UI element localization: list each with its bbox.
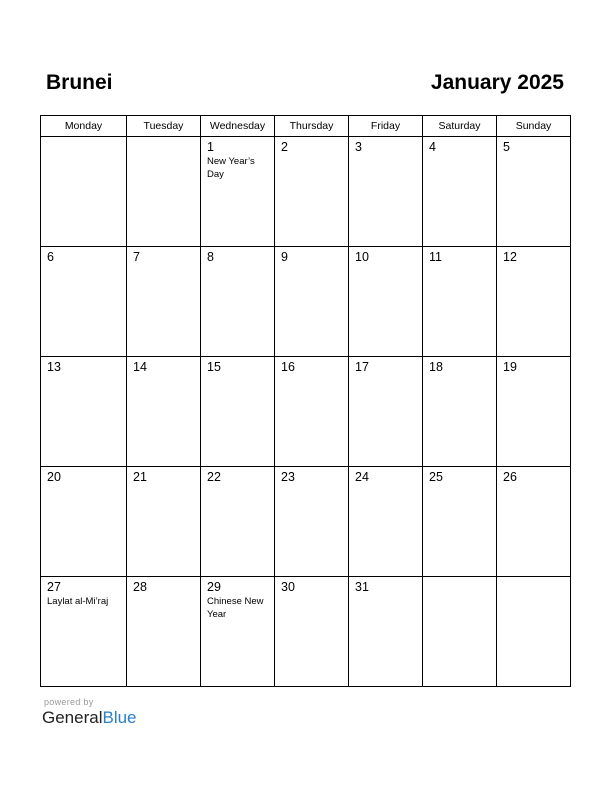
day-number: 20 — [47, 470, 61, 484]
day-number: 22 — [207, 470, 221, 484]
day-number: 19 — [503, 360, 517, 374]
day-cell — [126, 356, 200, 466]
day-cell — [126, 136, 200, 246]
weekday-header: Friday — [348, 115, 422, 136]
day-cell — [200, 356, 274, 466]
powered-by-label: powered by — [44, 697, 94, 707]
day-number: 6 — [47, 250, 54, 264]
day-number: 16 — [281, 360, 295, 374]
day-cell — [200, 576, 274, 687]
holiday-label: Chinese New Year — [207, 596, 264, 620]
day-cell — [422, 356, 496, 466]
calendar-grid — [40, 115, 571, 689]
day-cell — [40, 466, 126, 576]
weekday-header: Tuesday — [126, 115, 200, 136]
day-cell — [496, 356, 571, 466]
day-cell — [348, 136, 422, 246]
day-cell — [348, 466, 422, 576]
day-number: 24 — [355, 470, 369, 484]
day-cell — [40, 576, 126, 687]
day-number: 14 — [133, 360, 147, 374]
day-number: 30 — [281, 580, 295, 594]
brand-general-text: General — [42, 708, 103, 727]
day-cell — [274, 356, 348, 466]
country-title: Brunei — [46, 71, 113, 94]
weekday-header: Thursday — [274, 115, 348, 136]
day-number: 10 — [355, 250, 369, 264]
day-cell — [274, 466, 348, 576]
day-cell — [40, 356, 126, 466]
weekday-header: Sunday — [496, 115, 571, 136]
day-number: 1 — [207, 140, 214, 154]
day-number: 21 — [133, 470, 147, 484]
day-cell — [422, 136, 496, 246]
day-number: 4 — [429, 140, 436, 154]
day-cell — [274, 576, 348, 687]
day-number: 2 — [281, 140, 288, 154]
generalblue-logo[interactable] — [42, 708, 137, 728]
month-year-title: January 2025 — [430, 71, 564, 94]
day-number: 15 — [207, 360, 221, 374]
day-cell — [200, 246, 274, 356]
day-number: 29 — [207, 580, 221, 594]
day-number: 8 — [207, 250, 214, 264]
day-cell — [274, 136, 348, 246]
day-cell — [348, 576, 422, 687]
day-number: 31 — [355, 580, 369, 594]
day-cell — [40, 246, 126, 356]
day-cell — [274, 246, 348, 356]
day-cell — [496, 246, 571, 356]
day-cell — [422, 246, 496, 356]
day-cell — [126, 246, 200, 356]
day-number: 13 — [47, 360, 61, 374]
holiday-label: Laylat al-Mi’raj — [47, 596, 109, 607]
day-number: 26 — [503, 470, 517, 484]
day-cell — [126, 466, 200, 576]
day-cell — [496, 576, 571, 687]
holiday-label: New Year’s Day — [207, 156, 255, 180]
day-number: 5 — [503, 140, 510, 154]
weekday-header: Saturday — [422, 115, 496, 136]
day-cell — [422, 576, 496, 687]
day-cell — [496, 466, 571, 576]
day-cell — [126, 576, 200, 687]
day-number: 11 — [429, 250, 442, 264]
day-number: 12 — [503, 250, 517, 264]
weekday-header: Wednesday — [200, 115, 274, 136]
day-number: 9 — [281, 250, 288, 264]
day-number: 23 — [281, 470, 295, 484]
day-cell — [496, 136, 571, 246]
day-number: 27 — [47, 580, 61, 594]
day-number: 7 — [133, 250, 140, 264]
day-number: 17 — [355, 360, 369, 374]
day-number: 25 — [429, 470, 443, 484]
day-number: 3 — [355, 140, 362, 154]
day-cell — [422, 466, 496, 576]
day-cell — [200, 136, 274, 246]
day-number: 18 — [429, 360, 443, 374]
day-cell — [348, 246, 422, 356]
day-number: 28 — [133, 580, 147, 594]
day-cell — [40, 136, 126, 246]
day-cell — [200, 466, 274, 576]
day-cell — [348, 356, 422, 466]
brand-blue-text: Blue — [102, 708, 137, 727]
weekday-header: Monday — [40, 115, 126, 136]
